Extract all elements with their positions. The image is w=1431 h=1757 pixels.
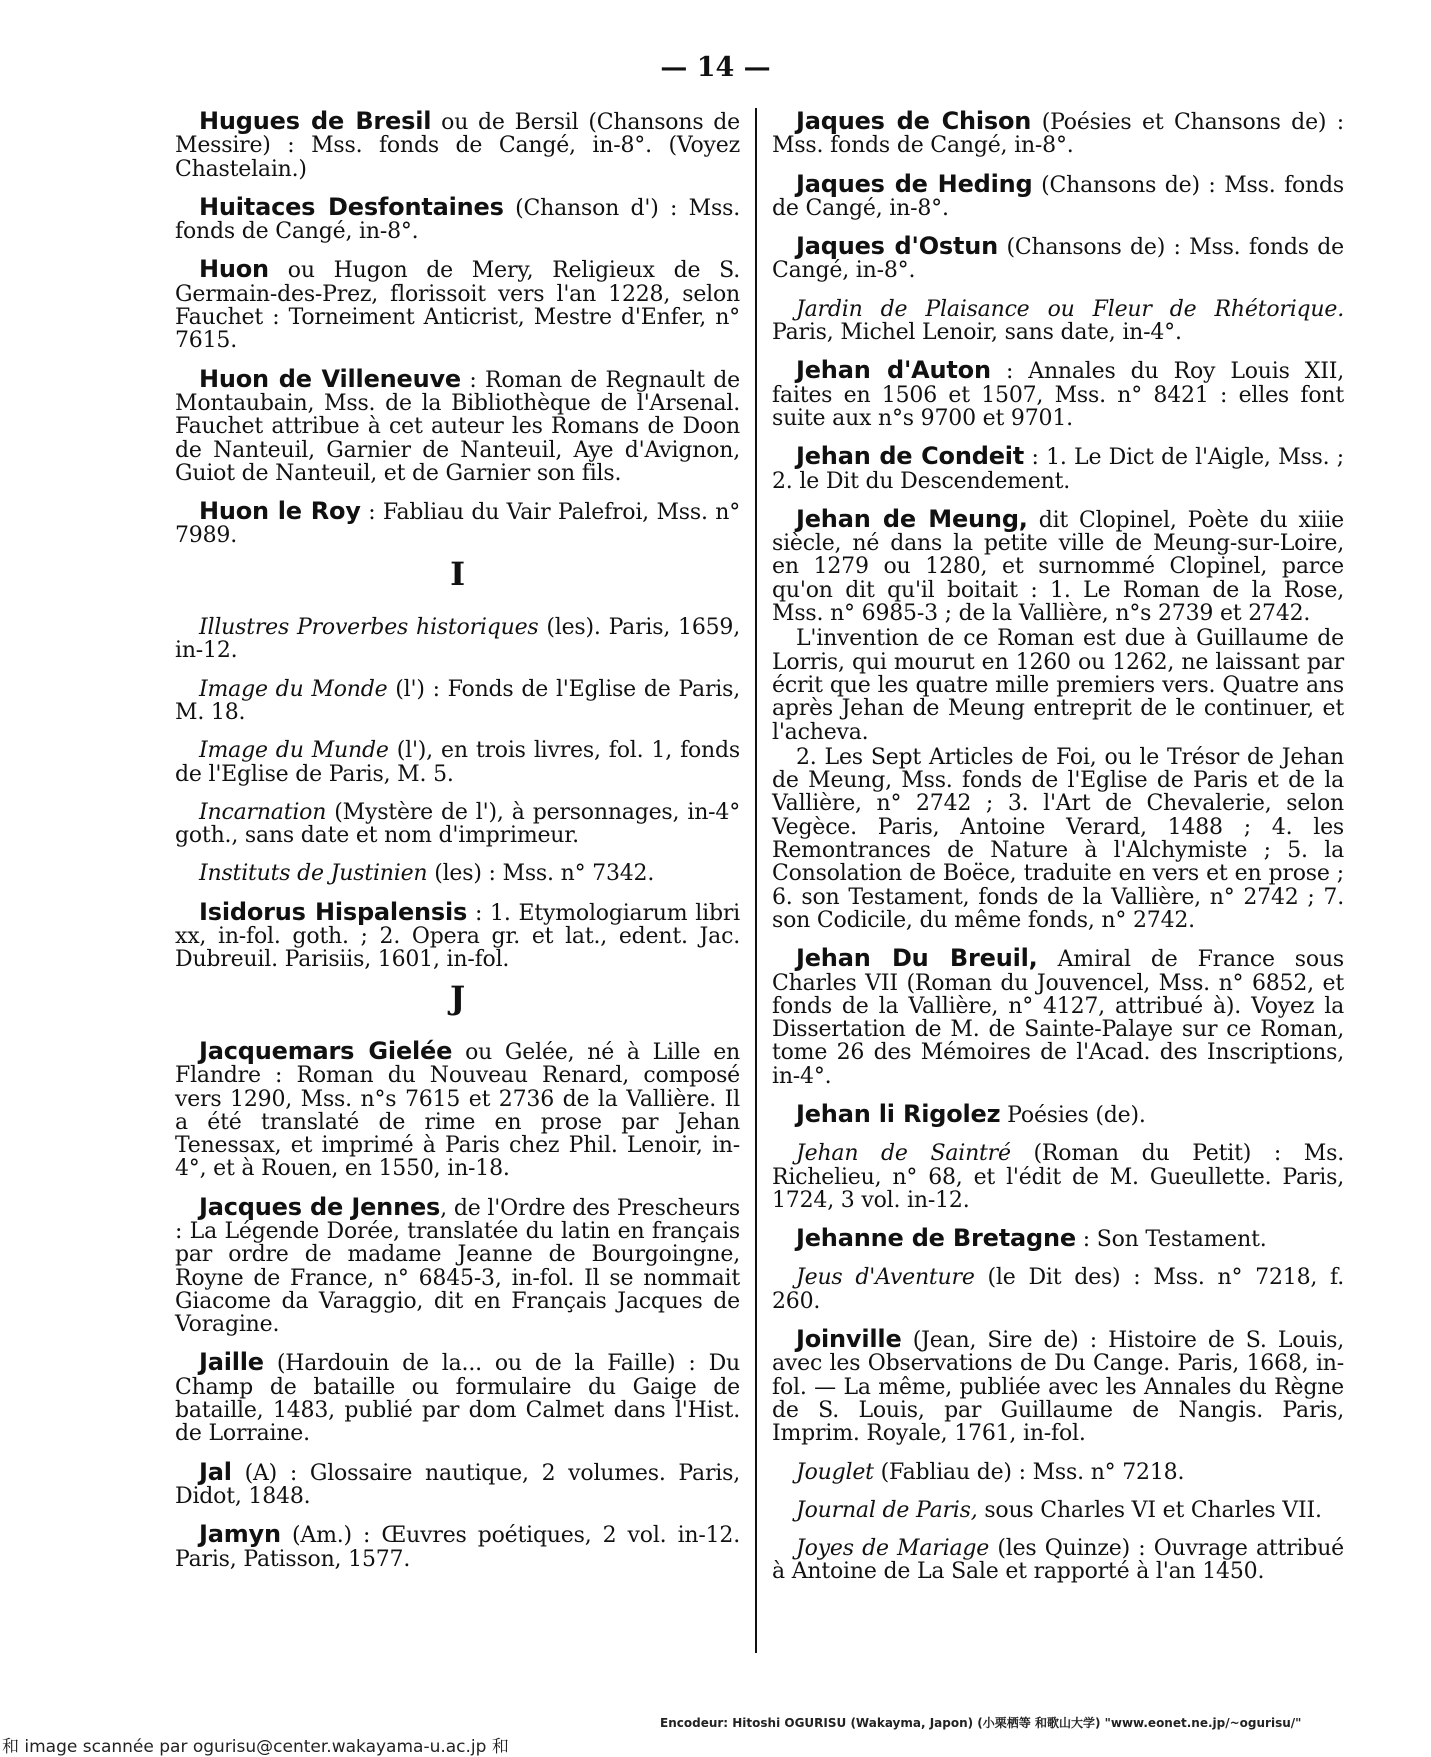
right-column xyxy=(772,107,1345,1599)
bibliography-entry xyxy=(772,1499,1344,1522)
entry-heading: Jacques de Jennes xyxy=(199,1192,441,1221)
entry-heading: Jaques de Heding xyxy=(796,169,1033,198)
bibliography-entry xyxy=(175,1036,740,1182)
bibliography-entry xyxy=(175,862,740,885)
entry-text: (Jean, Sire de) : Histoire de S. Louis, avec les Observations de Du Cange. Paris, 1668, in-fol. — La même, publiée avec les Annales du Règne de S. Louis, par Guillaume de Nangis. Paris, Imprim. Royale, 1761, in-fol. xyxy=(772,1328,1344,1447)
section-letter-i: I xyxy=(450,554,465,593)
entry-text: (Fabliau de) : Mss. n° 7218. xyxy=(873,1459,1185,1485)
bibliography-entry xyxy=(175,1348,740,1447)
entry-title: Jehan de Saintré xyxy=(796,1141,1011,1167)
entry-title: Incarnation xyxy=(199,799,327,825)
entry-title: Journal de Paris, xyxy=(796,1497,978,1523)
bibliography-entry xyxy=(772,504,1345,627)
bibliography-entry xyxy=(772,1224,1344,1253)
right-block xyxy=(772,107,1345,1585)
bibliography-entry xyxy=(175,1520,740,1572)
entry-text: ou de Bersil (Chansons de Messire) : Mss. fonds de Cangé, in-8°. (Voyez Chastelain.) xyxy=(175,110,740,182)
entry-text: L'invention de ce Roman est due à Guillaume de Lorris, qui mourut en 1260 ou 1262, ne laissant par écrit que les quatre mille premiers vers. Quatre ans après Jehan de Meung entreprit de le continuer, et l'acheva. xyxy=(772,626,1344,745)
entry-heading: Isidorus Hispalensis xyxy=(199,897,468,926)
left-block-2 xyxy=(175,616,740,972)
entry-text: : Son Testament. xyxy=(1075,1227,1267,1253)
bibliography-entry xyxy=(772,442,1344,494)
entry-text: (les Quinze) : Ouvrage attribué à Antoine de La Sale et rapporté à l'an 1450. xyxy=(772,1536,1344,1585)
entry-title: Instituts de Justinien xyxy=(199,861,428,887)
bibliography-entry xyxy=(175,255,740,354)
entry-text: sous Charles VI et Charles VII. xyxy=(977,1497,1322,1523)
entry-title: Illustres Proverbes historiques xyxy=(199,615,539,641)
entry-text: (l'), en trois livres, fol. 1, fonds de l'Eglise de Paris, M. 5. xyxy=(175,738,740,787)
bibliography-entry xyxy=(772,1537,1344,1584)
entry-text: (Chanson d') : Mss. fonds de Cangé, in-8°. xyxy=(175,195,740,245)
entry-title: Jardin de Plaisance ou Fleur de Rhétorique. xyxy=(796,296,1344,322)
entry-heading: Joinville xyxy=(796,1325,902,1354)
entry-title: Image du Monde xyxy=(199,676,388,702)
bibliography-entry xyxy=(772,298,1344,345)
left-block-3 xyxy=(175,1036,741,1572)
bibliography-entry xyxy=(175,801,740,848)
bibliography-entry xyxy=(772,944,1344,1089)
bibliography-entry xyxy=(772,1099,1344,1128)
entry-text: (Mystère de l'), à personnages, in-4° goth., sans date et nom d'imprimeur. xyxy=(175,799,740,849)
bibliography-entry xyxy=(772,1266,1344,1313)
bibliography-entry xyxy=(175,192,740,245)
entry-text: ou Hugon de Mery, Religieux de S. Germain-des-Prez, florissoit vers l'an 1228, selon Fauchet : Torneiment Anticrist, Mestre d'Enfer, n° 7615. xyxy=(175,258,740,354)
scan-credit: 和 image scannée par ogurisu@center.wakayama-u.ac.jp 和 xyxy=(2,1737,509,1757)
entry-text: (Am.) : Œuvres poétiques, 2 vol. in-12. Paris, Patisson, 1577. xyxy=(175,1523,740,1572)
page-number: — 14 — xyxy=(660,52,771,83)
entry-text: (Chansons de) : Mss. fonds de Cangé, in-8°. xyxy=(772,172,1344,221)
bibliography-entry xyxy=(772,1325,1344,1447)
entry-heading: Huon le Roy xyxy=(199,497,361,526)
entry-heading: Jaques de Chison xyxy=(796,107,1032,135)
entry-text: : Fabliau du Vair Palefroi, Mss. n° 7989. xyxy=(175,500,740,549)
entry-text: : 1. Etymologiarum libri xx, in-fol. goth. ; 2. Opera gr. et lat., edent. Jac. Dubreuil. Parisiis, 1601, in-fol. xyxy=(175,900,740,973)
entry-heading: Jehan Du Breuil, xyxy=(796,944,1038,973)
entry-title: Joyes de Mariage xyxy=(796,1536,990,1562)
bibliography-entry xyxy=(175,107,740,182)
entry-heading: Jacquemars Gielée xyxy=(199,1036,453,1065)
entry-heading: Huon xyxy=(199,255,269,284)
entry-text: Paris, Michel Lenoir, sans date, in-4°. xyxy=(772,320,1182,346)
bibliography-entry xyxy=(772,356,1344,431)
entry-text: (Poésies et Chansons de) : Mss. fonds de Cangé, in-8°. xyxy=(772,110,1344,159)
entry-text: 2. Les Sept Articles de Foi, ou le Trésor de Jehan de Meung, Mss. fonds de l'Eglise de Paris et de la Vallière, n° 2742 ; 3. l'Art de Chevalerie, selon Vegèce. Paris, Antoine Verard, 1488 ; 4. les Remontrances de Nature à l'Alchymiste ; 5. la Consolation de Boëce, traduite en vers et en prose ; 6. son Testament, fonds de la Vallière, n° 2742 ; 7. son Codicile, du même fonds, n° 2742. xyxy=(772,744,1344,933)
entry-heading: Huitaces Desfontaines xyxy=(199,192,504,221)
entry-heading: Jamyn xyxy=(199,1520,281,1549)
left-block-1 xyxy=(175,107,740,549)
entry-heading: Jehan de Condeit xyxy=(796,442,1025,471)
bibliography-entry xyxy=(772,746,1344,932)
entry-text: : 1. Le Dict de l'Aigle, Mss. ; 2. le Dit du Descendement. xyxy=(772,445,1344,494)
bibliography-entry xyxy=(772,627,1344,743)
entry-text: (les) : Mss. n° 7342. xyxy=(427,861,655,887)
bibliography-entry xyxy=(175,897,740,973)
bibliography-entry xyxy=(175,739,740,786)
bibliography-entry xyxy=(175,1192,741,1338)
entry-text: (Roman du Petit) : Ms. Richelieu, n° 68, et l'édit de M. Gueullette. Paris, 1724, 3 vol. in-12. xyxy=(772,1141,1345,1213)
entry-heading: Jehanne de Bretagne xyxy=(796,1224,1076,1253)
entry-text: (Chansons de) : Mss. fonds de Cangé, in-8°. xyxy=(772,235,1344,284)
entry-text: (A) : Glossaire nautique, 2 volumes. Paris, Didot, 1848. xyxy=(175,1460,740,1509)
entry-text: : Annales du Roy Louis XII, faites en 1506 et 1507, Mss. n° 8421 : elles font suite aux n°s 9700 et 9701. xyxy=(772,359,1344,431)
entry-heading: Jaques d'Ostun xyxy=(796,232,999,261)
entry-title: Jeus d'Aventure xyxy=(796,1265,975,1291)
entry-heading: Jehan d'Auton xyxy=(796,356,991,385)
entry-text: (Hardouin de la... ou de la Faille) : Du Champ de bataille ou formulaire du Gaige de bataille, 1483, publié par dom Calmet dans l'Hist. de Lorraine. xyxy=(175,1351,740,1447)
encoder-credit: Encodeur: Hitoshi OGURISU (Wakayma, Japon) (小栗栖等 和歌山大学) "www.eonet.ne.jp/~ogurisu/" xyxy=(660,1716,1302,1730)
entry-title: Jouglet xyxy=(796,1459,874,1485)
entry-text: (les). Paris, 1659, in-12. xyxy=(175,615,740,664)
entry-heading: Huon de Villeneuve xyxy=(199,364,462,393)
bibliography-entry xyxy=(175,1457,740,1509)
entry-text: , de l'Ordre des Prescheurs : La Légende Dorée, translatée du latin en français par ordre de madame Jeanne de Bourgoingne, Royne de France, n° 6845-3, in-fol. Il se nommait Giacome da Varaggio, dit en Français Jacques de Voragine. xyxy=(175,1195,741,1338)
bibliography-entry xyxy=(175,616,740,663)
entry-heading: Jehan de Meung, xyxy=(796,504,1028,533)
entry-title: Image du Munde xyxy=(199,738,389,764)
bibliography-entry xyxy=(175,364,740,486)
bibliography-entry xyxy=(175,497,740,549)
entry-heading: Hugues de Bresil xyxy=(199,107,432,135)
entry-text: dit Clopinel, Poète du xiiie siècle, né dans la petite ville de Meung-sur-Loire, en 1279 ou 1280, et surnommé Clopinel, parce qu'on dit qu'il boitait : 1. Le Roman de la Rose, Mss. n° 6985-3 ; de la Vallière, n°s 2739 et 2742. xyxy=(772,507,1345,627)
entry-heading: Jaille xyxy=(199,1348,264,1377)
left-column xyxy=(175,107,741,1586)
entry-text: (le Dit des) : Mss. n° 7218, f. 260. xyxy=(772,1265,1344,1314)
bibliography-entry xyxy=(772,1142,1344,1212)
bibliography-entry xyxy=(772,169,1344,221)
entry-text: Amiral de France sous Charles VII (Roman du Jouvencel, Mss. n° 6852, et fonds de la Vallière, n° 4127, attribué à). Voyez la Dissertation de M. de Sainte-Palaye sur ce Roman, tome 26 des Mémoires de l'Acad. des Inscriptions, in-4°. xyxy=(772,947,1344,1089)
entry-text: : Roman de Regnault de Montaubain, Mss. de la Bibliothèque de l'Arsenal. Fauchet attribue à cet auteur les Romans de Doon de Nanteuil, Garnier de Nanteuil, Aye d'Avignon, Guiot de Nanteuil, et de Garnier son fils. xyxy=(175,367,740,486)
bibliography-entry xyxy=(175,678,740,725)
entry-text: ou Gelée, né à Lille en Flandre : Roman du Nouveau Renard, composé vers 1290, Mss. n°s 7615 et 2736 de la Vallière. Il a été translaté de rime en prose par Jehan Tenessax, et imprimé à Paris chez Phil. Lenoir, in-4°, et à Rouen, en 1550, in-18. xyxy=(175,1039,740,1182)
column-divider xyxy=(755,108,757,1653)
bibliography-entry xyxy=(772,1461,1344,1484)
entry-heading: Jal xyxy=(199,1457,232,1486)
bibliography-entry xyxy=(772,232,1344,284)
entry-heading: Jehan li Rigolez xyxy=(796,1099,1001,1128)
bibliography-entry xyxy=(772,107,1344,159)
entry-text: Poésies (de). xyxy=(1000,1102,1146,1128)
entry-text: (l') : Fonds de l'Eglise de Paris, M. 18. xyxy=(175,676,740,725)
section-letter-j: J xyxy=(450,978,465,1017)
